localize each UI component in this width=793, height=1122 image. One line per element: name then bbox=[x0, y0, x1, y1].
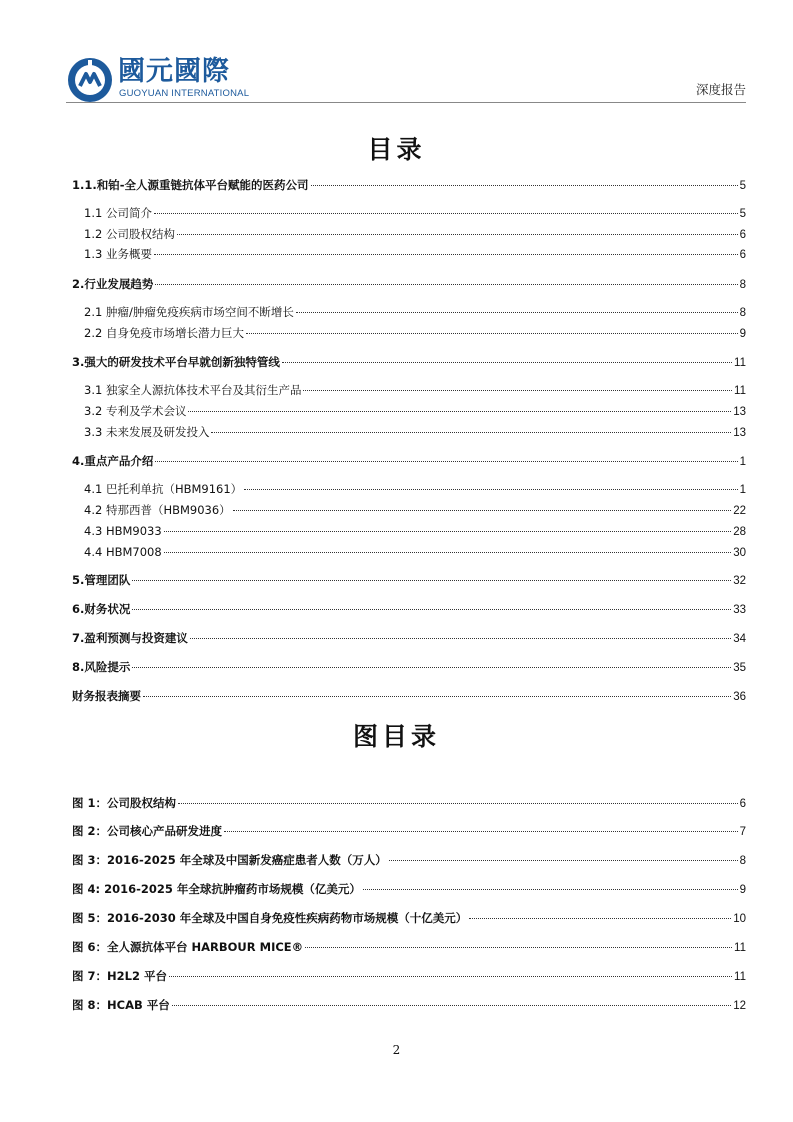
figure-entry-label: 图 5：2016-2030 年全球及中国自身免疫性疾病药物市场规模（十亿美元） bbox=[72, 911, 468, 925]
dot-leader bbox=[363, 889, 738, 890]
toc-entry-page: 13 bbox=[733, 427, 746, 439]
logo-english-name: GUOYUAN INTERNATIONAL bbox=[119, 88, 250, 99]
dot-leader bbox=[155, 284, 737, 285]
toc-entry-label: 3.3 未来发展及研发投入 bbox=[84, 425, 210, 439]
dot-leader bbox=[178, 803, 738, 804]
figure-entry-page: 11 bbox=[734, 971, 746, 983]
toc-entry-page: 8 bbox=[739, 307, 746, 319]
dot-leader bbox=[303, 390, 732, 391]
toc-entry-page: 5 bbox=[739, 180, 746, 192]
toc-entry[interactable] bbox=[84, 544, 746, 561]
dot-leader bbox=[211, 432, 731, 433]
figure-entry[interactable] bbox=[72, 910, 746, 927]
toc-entry-page: 8 bbox=[739, 279, 746, 291]
toc-entry-label: 3.1 独家全人源抗体技术平台及其衍生产品 bbox=[84, 383, 302, 397]
dot-leader bbox=[311, 185, 738, 186]
toc-entry-page: 1 bbox=[739, 484, 746, 496]
dot-leader bbox=[190, 638, 731, 639]
toc-entry-page: 22 bbox=[733, 505, 746, 517]
toc-entry-label: 8.风险提示 bbox=[72, 660, 131, 674]
dot-leader bbox=[224, 831, 738, 832]
figure-entry-label: 图 1：公司股权结构 bbox=[72, 796, 177, 810]
toc-entry-label: 3.强大的研发技术平台早就创新独特管线 bbox=[72, 355, 280, 369]
toc-entry-page: 6 bbox=[739, 249, 746, 261]
dot-leader bbox=[177, 234, 738, 235]
toc-entry[interactable] bbox=[84, 403, 746, 420]
toc-entry-page: 32 bbox=[733, 575, 746, 587]
toc-entry-page: 30 bbox=[733, 547, 746, 559]
figure-entry-page: 9 bbox=[739, 884, 746, 896]
toc-entry-label: 4.2 特那西普（HBM9036） bbox=[84, 503, 231, 517]
toc-entry-page: 6 bbox=[739, 229, 746, 241]
toc-entry-label: 1.1.和铂-全人源重链抗体平台赋能的医药公司 bbox=[72, 178, 309, 192]
figure-entry-page: 10 bbox=[733, 913, 746, 925]
toc-entry-label: 7.盈利预测与投资建议 bbox=[72, 631, 188, 645]
figure-entry[interactable] bbox=[72, 968, 746, 985]
toc-entry-label: 4.1 巴托利单抗（HBM9161） bbox=[84, 482, 243, 496]
dot-leader bbox=[389, 860, 738, 861]
figure-list-heading: 图目录 bbox=[352, 722, 440, 751]
figure-entry[interactable] bbox=[72, 823, 746, 840]
figure-entry-label: 图 3：2016-2025 年全球及中国新发癌症患者人数（万人） bbox=[72, 853, 387, 867]
toc-entry[interactable] bbox=[84, 424, 746, 441]
dot-leader bbox=[154, 213, 738, 214]
toc-entry[interactable] bbox=[72, 177, 746, 194]
header-divider bbox=[66, 102, 746, 103]
toc-entry-page: 28 bbox=[733, 526, 746, 538]
dot-leader bbox=[169, 976, 732, 977]
toc-entry-page: 36 bbox=[733, 691, 746, 703]
toc-entry[interactable] bbox=[72, 601, 746, 618]
figure-entry[interactable] bbox=[72, 852, 746, 869]
figure-entry-page: 11 bbox=[734, 942, 746, 954]
toc-entry-page: 1 bbox=[739, 456, 746, 468]
company-logo bbox=[66, 56, 250, 106]
toc-entry-label: 1.3 业务概要 bbox=[84, 247, 152, 261]
toc-entry-label: 3.2 专利及学术会议 bbox=[84, 404, 187, 418]
toc-entry-page: 9 bbox=[739, 328, 746, 340]
toc-entry-label: 6.财务状况 bbox=[72, 602, 131, 616]
dot-leader bbox=[233, 510, 732, 511]
dot-leader bbox=[172, 1005, 731, 1006]
toc-entry-page: 13 bbox=[733, 406, 746, 418]
toc-entry[interactable] bbox=[84, 382, 746, 399]
figure-entry-page: 8 bbox=[739, 855, 746, 867]
toc-entry-label: 2.行业发展趋势 bbox=[72, 277, 154, 291]
page-number: 2 bbox=[392, 1043, 401, 1057]
toc-entry-page: 11 bbox=[734, 357, 746, 369]
guoyuan-logo-icon bbox=[66, 56, 114, 104]
figure-entry-page: 7 bbox=[739, 826, 746, 838]
toc-entry[interactable] bbox=[84, 481, 746, 498]
dot-leader bbox=[469, 918, 731, 919]
logo-chinese-name: 國元國際 bbox=[118, 56, 230, 87]
toc-entry-page: 33 bbox=[733, 604, 746, 616]
toc-entry[interactable] bbox=[84, 246, 746, 263]
toc-entry[interactable] bbox=[84, 205, 746, 222]
toc-entry[interactable] bbox=[72, 659, 746, 676]
dot-leader bbox=[164, 552, 732, 553]
figure-entry[interactable] bbox=[72, 795, 746, 812]
page-header bbox=[0, 0, 793, 110]
toc-entry-page: 5 bbox=[739, 208, 746, 220]
toc-entry[interactable] bbox=[84, 304, 746, 321]
figure-entry-page: 6 bbox=[739, 798, 746, 810]
figure-entry-label: 图 4: 2016-2025 年全球抗肿瘤药市场规模（亿美元） bbox=[72, 882, 361, 896]
toc-entry[interactable] bbox=[84, 226, 746, 243]
toc-entry-label: 财务报表摘要 bbox=[72, 689, 141, 703]
figure-entry[interactable] bbox=[72, 881, 746, 898]
dot-leader bbox=[132, 580, 731, 581]
dot-leader bbox=[282, 362, 732, 363]
toc-entry-label: 2.1 肿瘤/肿瘤免疫疾病市场空间不断增长 bbox=[84, 305, 294, 319]
toc-entry[interactable] bbox=[84, 523, 746, 540]
toc-entry[interactable] bbox=[72, 630, 746, 647]
dot-leader bbox=[132, 609, 731, 610]
toc-entry[interactable] bbox=[72, 354, 746, 371]
figure-entry-label: 图 6：全人源抗体平台 HARBOUR MICE® bbox=[72, 940, 304, 954]
dot-leader bbox=[244, 489, 737, 490]
toc-entry[interactable] bbox=[72, 572, 746, 589]
toc-entry[interactable] bbox=[72, 453, 746, 470]
dot-leader bbox=[305, 947, 732, 948]
report-type-label: 深度报告 bbox=[695, 82, 746, 97]
figure-entry[interactable] bbox=[72, 997, 746, 1014]
toc-entry-label: 1.2 公司股权结构 bbox=[84, 227, 175, 241]
dot-leader bbox=[154, 254, 738, 255]
toc-entry-page: 11 bbox=[734, 385, 746, 397]
dot-leader bbox=[246, 333, 738, 334]
dot-leader bbox=[155, 461, 737, 462]
toc-entry[interactable] bbox=[72, 688, 746, 705]
figure-entry-label: 图 7：H2L2 平台 bbox=[72, 969, 167, 983]
figure-entry-label: 图 2：公司核心产品研发进度 bbox=[72, 824, 223, 838]
toc-entry[interactable] bbox=[84, 325, 746, 342]
toc-entry-label: 4.4 HBM7008 bbox=[84, 545, 162, 559]
toc-entry-label: 1.1 公司简介 bbox=[84, 206, 152, 220]
toc-entry-label: 4.重点产品介绍 bbox=[72, 454, 154, 468]
toc-heading: 目录 bbox=[367, 135, 426, 164]
dot-leader bbox=[143, 696, 731, 697]
toc-entry[interactable] bbox=[84, 502, 746, 519]
figure-entry-page: 12 bbox=[733, 1000, 746, 1012]
toc-entry-page: 35 bbox=[733, 662, 746, 674]
toc-entry[interactable] bbox=[72, 276, 746, 293]
figure-entry[interactable] bbox=[72, 939, 746, 956]
dot-leader bbox=[132, 667, 731, 668]
dot-leader bbox=[188, 411, 731, 412]
dot-leader bbox=[296, 312, 738, 313]
figure-entry-label: 图 8：HCAB 平台 bbox=[72, 998, 170, 1012]
toc-entry-label: 5.管理团队 bbox=[72, 573, 131, 587]
toc-entry-label: 2.2 自身免疫市场增长潜力巨大 bbox=[84, 326, 244, 340]
dot-leader bbox=[164, 531, 732, 532]
toc-entry-label: 4.3 HBM9033 bbox=[84, 524, 162, 538]
toc-entry-page: 34 bbox=[733, 633, 746, 645]
